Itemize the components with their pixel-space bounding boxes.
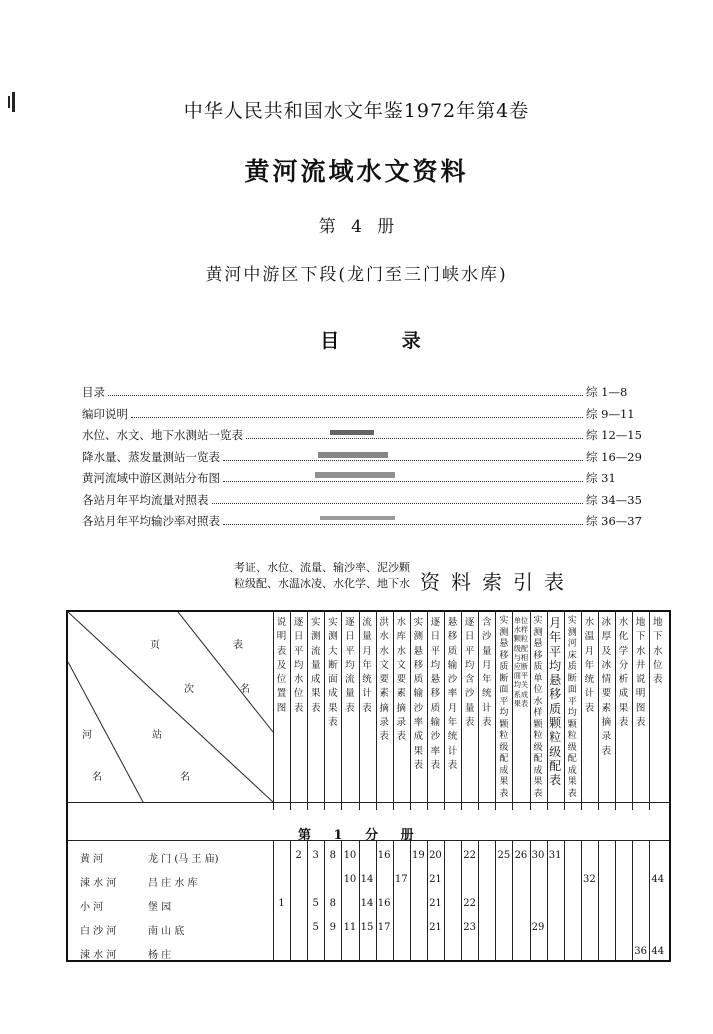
row-river-name: 黄 河 — [80, 854, 104, 865]
corner-page-label: 页 — [150, 640, 160, 651]
toc-entry-pages: 综 16—29 — [586, 449, 642, 464]
column-tick — [290, 802, 291, 810]
column-tick — [324, 802, 325, 810]
column-tick — [547, 802, 548, 810]
column-tick — [649, 802, 650, 810]
column-tick — [359, 802, 360, 810]
scan-smudge — [320, 516, 395, 520]
table-cell: 9 — [329, 922, 337, 933]
table-cell: 21 — [429, 874, 442, 885]
column-header: 实测悬移质单位水样颗粒级配成果表 — [533, 616, 543, 799]
column-header: 逐日平均水位表 — [293, 617, 304, 714]
toc-entry-title: 黄河流域中游区测站分布图 — [82, 471, 220, 485]
column-header: 水化学分析成果表 — [618, 617, 629, 729]
scan-smudge — [315, 472, 395, 478]
table-cell: 2 — [295, 850, 302, 861]
column-tick — [512, 802, 513, 810]
toc-entry-title: 目录 — [82, 385, 105, 399]
toc-leader-dots — [131, 417, 583, 418]
scan-mark — [8, 96, 10, 108]
toc-entry — [82, 384, 662, 400]
toc-entry-pages: 综 36—37 — [586, 514, 642, 528]
table-cell: 3 — [312, 850, 319, 861]
toc-entry-pages: 综 9—11 — [586, 406, 635, 421]
toc-leader-dots — [223, 460, 583, 461]
toc-leader-dots — [108, 395, 583, 396]
caption-line-2: 粒级配、水温冰凌、水化学、地下水 — [234, 577, 410, 590]
column-header: 实测大断面成果表 — [328, 617, 338, 729]
row-station-name: 南 山 底 — [148, 926, 185, 937]
column-tick — [410, 802, 411, 810]
table-cell: 25 — [497, 850, 511, 861]
column-tick — [478, 802, 479, 810]
row-river-name: 小 河 — [80, 902, 104, 913]
row-station-name: 龙 门 (马 王 庙) — [148, 854, 219, 865]
table-cell: 22 — [463, 898, 476, 909]
table-cell: 22 — [463, 850, 476, 861]
column-tick — [495, 802, 496, 810]
toc-leader-dots — [246, 438, 583, 439]
column-tick — [307, 802, 308, 810]
column-header: 流量月年统计表 — [362, 617, 372, 714]
column-tick — [427, 802, 428, 810]
table-cell: 10 — [343, 874, 357, 885]
column-header: 悬移质输沙率月年统计表 — [447, 617, 458, 771]
table-cell: 21 — [429, 898, 442, 909]
column-tick — [273, 802, 274, 810]
table-cell: 10 — [343, 850, 357, 861]
table-cell: 19 — [411, 850, 425, 861]
index-caption-title: 资料索引表 — [420, 570, 575, 594]
toc-entry — [82, 492, 662, 508]
toc-entry-pages: 综 31 — [586, 471, 616, 485]
column-tick — [461, 802, 462, 810]
corner-order-label: 次 — [184, 684, 194, 695]
column-header: 水库水文要素摘录表 — [396, 617, 406, 743]
corner-name-label: 名 — [240, 684, 250, 695]
column-header: 逐日平均流量表 — [345, 617, 355, 714]
main-title: 黄河流域水文资料 — [244, 157, 469, 186]
table-cell: 30 — [531, 850, 545, 861]
column-header: 地下水位表 — [652, 617, 663, 686]
volume-label: 第 4 册 — [318, 217, 395, 237]
toc-leader-dots — [223, 481, 583, 482]
data-index-table — [66, 610, 671, 962]
index-caption-small — [175, 560, 410, 592]
row-station-name: 杨 庄 — [148, 950, 172, 961]
row-station-name: 吕 庄 水 库 — [148, 878, 198, 889]
region-subtitle: 黄河中游区下段(龙门至三门峡水库) — [205, 265, 508, 285]
column-header: 实测悬移质断面平均颗粒级配成果表 — [499, 616, 509, 799]
toc-entry — [82, 406, 662, 422]
column-header: 月年平均悬移质颗粒级配表 — [549, 616, 562, 788]
table-cell: 8 — [329, 898, 337, 909]
scan-smudge — [330, 430, 374, 435]
column-tick — [564, 802, 565, 810]
table-cell: 29 — [531, 922, 545, 933]
column-tick — [632, 802, 633, 810]
table-cell: 17 — [377, 922, 391, 933]
column-tick — [615, 802, 616, 810]
column-header: 单位水样颗粒级配与相应断面平均关系成果表 — [513, 616, 529, 708]
part-label: 第 1 分 册 — [298, 828, 414, 843]
table-of-contents — [82, 384, 662, 534]
table-cell: 5 — [312, 898, 319, 909]
table-cell: 5 — [312, 922, 319, 933]
toc-entry-pages: 综 12—15 — [586, 428, 642, 442]
table-cell: 1 — [278, 898, 285, 909]
column-tick — [444, 802, 445, 810]
table-cell: 14 — [360, 898, 374, 909]
column-header: 实测河床质断面平均颗粒级配成果表 — [567, 616, 577, 799]
toc-leader-dots — [223, 524, 583, 525]
scan-smudge — [318, 452, 388, 458]
scan-mark — [12, 92, 15, 112]
column-header: 实测悬移质输沙率成果表 — [413, 617, 424, 771]
corner-table-label: 表 — [233, 640, 243, 651]
table-cell: 16 — [377, 850, 391, 861]
yearbook-title: 中华人民共和国水文年鉴1972年第4卷 — [183, 100, 530, 122]
row-river-name: 涑 水 河 — [80, 878, 117, 889]
table-cell: 17 — [394, 874, 408, 885]
toc-entry-pages: 综 1—8 — [586, 385, 628, 399]
table-cell: 8 — [329, 850, 337, 861]
toc-entry-pages: 综 34—35 — [586, 492, 642, 507]
corner-station-name-label: 名 — [180, 772, 190, 783]
table-cell: 15 — [360, 922, 374, 933]
toc-entry-title: 降水量、蒸发量测站一览表 — [82, 449, 220, 464]
corner-river-label: 河 — [82, 730, 92, 741]
column-tick — [393, 802, 394, 810]
table-cell: 32 — [582, 874, 596, 885]
column-header: 含沙量月年统计表 — [481, 617, 492, 729]
column-tick — [376, 802, 377, 810]
column-tick — [530, 802, 531, 810]
table-cell: 44 — [651, 946, 665, 957]
table-cell: 44 — [651, 874, 665, 885]
table-cell: 21 — [429, 922, 442, 933]
column-header: 逐日平均悬移质输沙率表 — [430, 617, 441, 771]
toc-heading: 目 录 — [320, 330, 449, 352]
row-station-name: 堡 园 — [148, 902, 172, 913]
table-cell: 36 — [634, 946, 647, 957]
column-header: 实测流量成果表 — [310, 617, 321, 714]
column-header: 冰厚及冰情要素摘录表 — [601, 617, 612, 757]
caption-line-1: 考证、水位、流量、输沙率、泥沙颗 — [234, 561, 410, 574]
row-river-name: 涑 水 河 — [80, 950, 117, 961]
corner-station-label: 站 — [152, 730, 162, 741]
toc-entry-title: 各站月年平均流量对照表 — [82, 492, 209, 507]
toc-entry-title: 各站月年平均输沙率对照表 — [82, 514, 220, 528]
table-cell: 26 — [514, 850, 528, 861]
column-header: 逐日平均含沙量表 — [464, 617, 475, 729]
index-caption — [175, 560, 595, 600]
column-header: 说明表及位置图 — [276, 617, 287, 714]
corner-river-name-label: 名 — [92, 772, 102, 783]
table-cell: 14 — [360, 874, 374, 885]
column-header: 洪水水文要素摘录表 — [379, 617, 389, 743]
table-cell: 20 — [429, 850, 442, 861]
table-cell: 31 — [548, 850, 562, 861]
column-tick — [581, 802, 582, 810]
column-tick — [341, 802, 342, 810]
table-cell: 11 — [343, 922, 357, 933]
toc-entry-title: 水位、水文、地下水测站一览表 — [82, 428, 243, 442]
table-cell: 16 — [377, 898, 391, 909]
row-river-name: 白 沙 河 — [80, 926, 117, 937]
column-header: 水温月年统计表 — [584, 617, 595, 714]
column-tick — [598, 802, 599, 810]
toc-leader-dots — [212, 503, 584, 504]
column-header: 地下水井说明图表 — [635, 617, 646, 729]
table-cell: 23 — [463, 922, 476, 933]
toc-entry-title: 编印说明 — [82, 406, 128, 421]
